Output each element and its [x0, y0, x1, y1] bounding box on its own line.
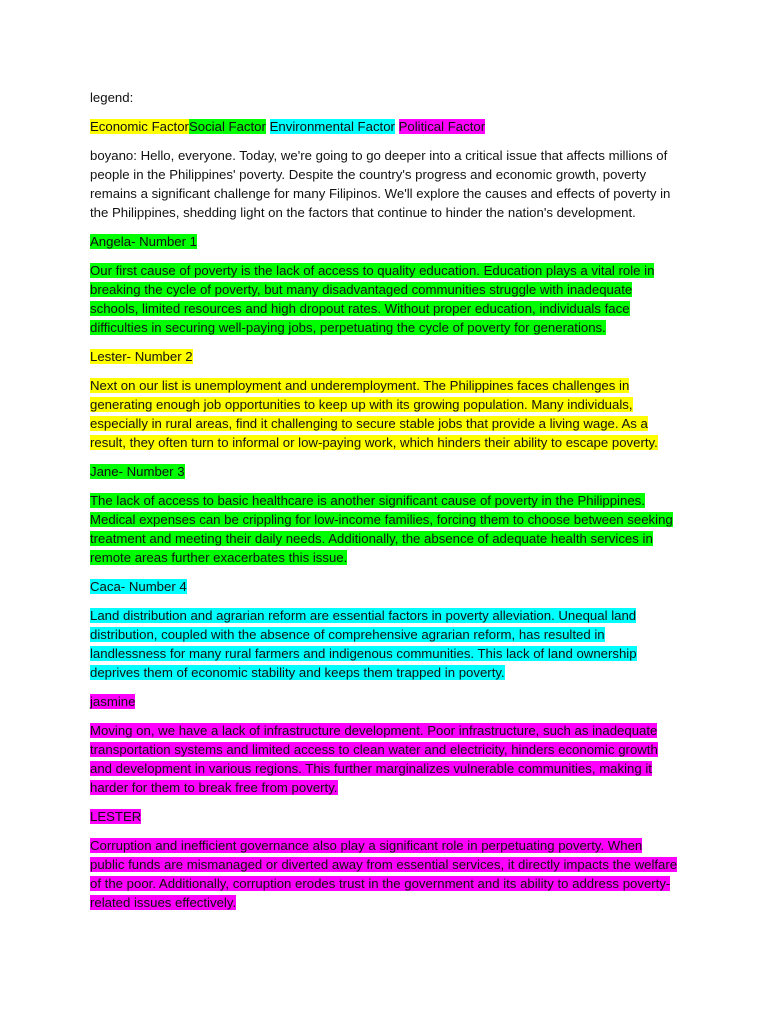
speaker-heading: Caca- Number 4 [90, 579, 187, 594]
legend-social-factor: Social Factor [188, 119, 266, 134]
section-paragraph: Next on our list is unemployment and underemployment. The Philippines faces challenges in generating enough job opportunities to keep up with its growing population. Many individuals, especially in rural areas, find it challenging to secure stable jobs that provide a living wage. As a result, they often turn to informal or low-paying work, which hinders their ability to escape poverty. [90, 378, 658, 450]
section-paragraph: Our first cause of poverty is the lack of access to quality education. Education plays a vital role in breaking the cycle of poverty, but many disadvantaged communities struggle with inadequate schools, limited resources and high dropout rates. Without proper education, individuals face difficulties in securing well-paying jobs, perpetuating the cycle of poverty for generations. [90, 263, 655, 335]
speaker-heading: Angela- Number 1 [90, 234, 198, 249]
section-paragraph: Moving on, we have a lack of infrastructure development. Poor infrastructure, such as inadequate transportation systems and limited access to clean water and electricity, hinders economic growth and development in various regions. This further marginalizes vulnerable communities, making it harder for them to break free from poverty. [90, 723, 658, 795]
speaker-heading: Jane- Number 3 [90, 464, 185, 479]
legend-political-factor: Political Factor [398, 119, 486, 134]
legend [90, 117, 680, 136]
speaker-heading: Lester- Number 2 [90, 349, 193, 364]
speaker-heading: jasmine [90, 694, 136, 709]
legend-economic-factor: Economic Factor [90, 119, 189, 134]
intro-paragraph: boyano: Hello, everyone. Today, we're going to go deeper into a critical issue that affects millions of people in the Philippines' poverty. Despite the country's progress and economic growth, poverty remains a significant challenge for many Filipinos. We'll explore the causes and effects of poverty in the Philippines, shedding light on the factors that continue to hinder the nation's development. [90, 148, 671, 220]
legend-environmental-factor: Environmental Factor [269, 119, 395, 134]
section-paragraph: Corruption and inefficient governance also play a significant role in perpetuating poverty. When public funds are mismanaged or diverted away from essential services, it directly impacts the welfare of the poor. Additionally, corruption erodes trust in the government and its ability to address poverty-related issues effectively. [90, 838, 678, 910]
speaker-heading: LESTER [90, 809, 142, 824]
section-paragraph: Land distribution and agrarian reform are essential factors in poverty alleviation. Unequal land distribution, coupled with the absence of comprehensive agrarian reform, has resulted in landlessness for many rural farmers and indigenous communities. This lack of land ownership deprives them of economic stability and keeps them trapped in poverty. [90, 608, 637, 680]
document-page [90, 88, 680, 922]
legend-label: legend: [90, 90, 134, 105]
section-paragraph: The lack of access to basic healthcare is another significant cause of poverty in the Philippines. Medical expenses can be crippling for low-income families, forcing them to choose between seeking treatment and meeting their daily needs. Additionally, the absence of adequate health services in remote areas further exacerbates this issue. [90, 493, 673, 565]
